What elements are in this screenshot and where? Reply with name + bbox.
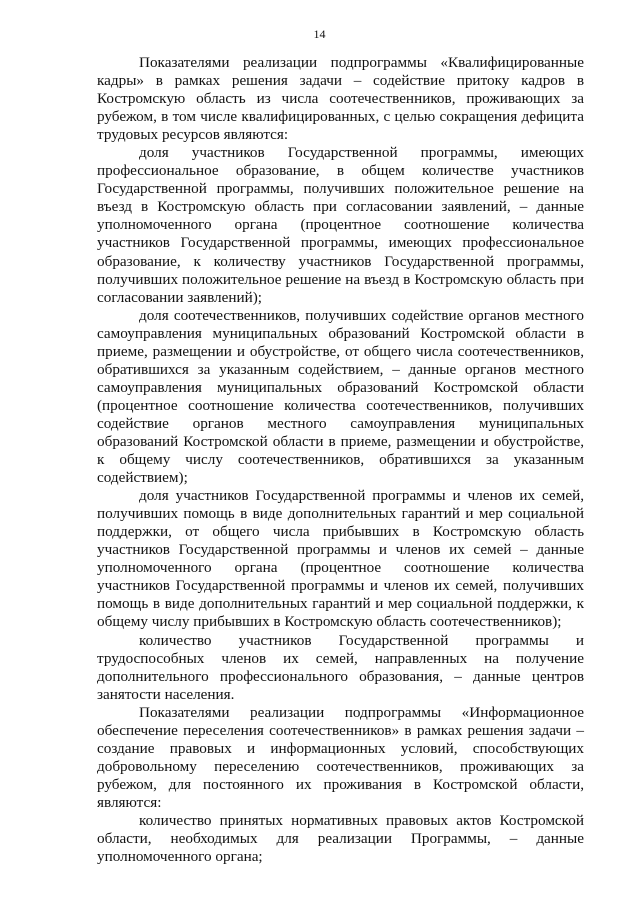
paragraph-count-additional-education: количество участников Государственной программы и трудоспособных членов их семей, направленных на получение дополнительного профессионального образования, – данные центров занятости населения. <box>97 631 584 703</box>
paragraph-indicators-qualified-personnel: Показателями реализации подпрограммы «Квалифицированные кадры» в рамках решения задачи – содействие притоку кадров в Костромскую область из числа соотечественников, проживающих за рубежом, в том числе квалифицированных, с целью сокращения дефицита трудовых ресурсов являются: <box>97 54 584 144</box>
page-number: 14 <box>313 27 326 41</box>
document-body <box>97 54 584 866</box>
paragraph-share-local-government-assistance: доля соотечественников, получивших содействие органов местного самоуправления муниципальных образований Костромской области в приеме, размещении и обустройстве, от общего числа соотечественников, обратившихся за указанным содействием, – данные органов местного самоуправления муниципальных образований Костромской области (процентное соотношение количества соотечественников, получивших содействие органов местного самоуправления муниципальных образований Костромской области в приеме, размещении и обустройстве, к общему числу соотечественников, обратившихся за указанным содействием); <box>97 306 584 487</box>
paragraph-indicators-information-support: Показателями реализации подпрограммы «Информационное обеспечение переселения соотечественников» в рамках решения задачи – создание правовых и информационных условий, способствующих добровольному переселению соотечественников, проживающих за рубежом, для постоянного их проживания в Костромской области, являются: <box>97 703 584 811</box>
paragraph-share-social-support: доля участников Государственной программы и членов их семей, получивших помощь в виде дополнительных гарантий и мер социальной поддержки, от общего числа прибывших в Костромскую область участников Государственной программы и членов их семей – данные уполномоченного органа (процентное соотношение количества участников Государственной программы и членов их семей, получивших помощь в виде дополнительных гарантий и мер социальной поддержки, к общему числу прибывших в Костромскую область соотечественников); <box>97 487 584 631</box>
paragraph-share-professional-education: доля участников Государственной программы, имеющих профессиональное образование, в общем количестве участников Государственной программы, получивших положительное решение на въезд в Костромскую область при согласовании заявлений, – данные уполномоченного органа (процентное соотношение количества участников Государственной программы, имеющих профессиональное образование, к количеству участников Государственной программы, получивших положительное решение на въезд в Костромскую область при согласовании заявлений); <box>97 144 584 306</box>
paragraph-count-legal-acts: количество принятых нормативных правовых актов Костромской области, необходимых для реализации Программы, – данные уполномоченного органа; <box>97 811 584 866</box>
